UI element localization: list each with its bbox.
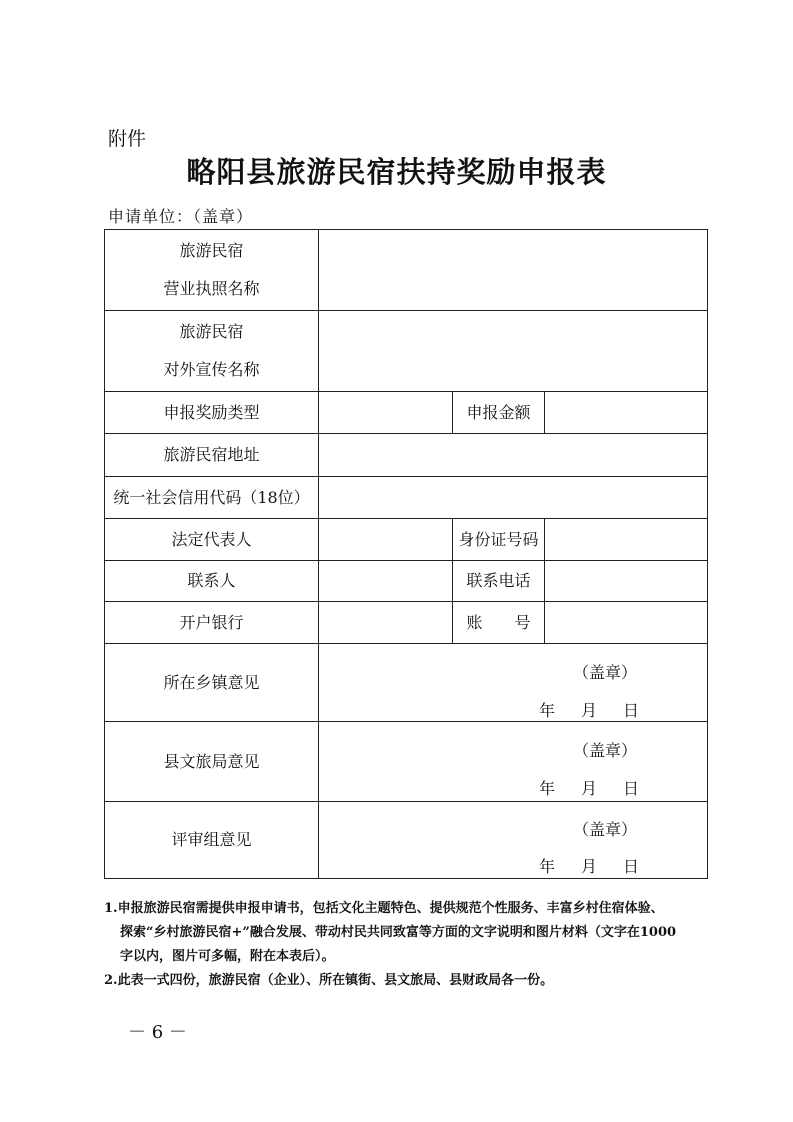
date-year: 年 (539, 779, 556, 798)
township-opinion-label: 所在乡镇意见 (105, 644, 319, 722)
contact-label: 联系人 (105, 561, 319, 602)
applicant-label: 申请单位：（盖章） (108, 207, 254, 226)
publicity-name-field[interactable] (319, 311, 707, 392)
stamp-label: （盖章） (573, 663, 638, 682)
note-1-line-3: 字以内，图片可多幅，附在本表后）。 (120, 949, 335, 964)
note-2: 2.此表一式四份，旅游民宿（企业）、所在镇街、县文旅局、县财政局各一份。 (104, 973, 554, 988)
note-1-line-1: 1.申报旅游民宿需提供申报申请书，包括文化主题特色、提供规范个性服务、丰富乡村住宿体验、 (104, 901, 664, 916)
stamp-label: （盖章） (573, 741, 638, 760)
account-label: 账 号 (453, 602, 545, 644)
id-number-label: 身份证号码 (453, 519, 545, 561)
reward-type-field[interactable] (319, 392, 453, 434)
date-year: 年 (539, 857, 556, 876)
business-license-name-field[interactable] (319, 230, 707, 311)
address-field[interactable] (319, 434, 707, 477)
amount-label: 申报金额 (453, 392, 545, 434)
application-form-table (104, 229, 708, 879)
credit-code-label: 统一社会信用代码（18位） (105, 477, 319, 519)
notes-section (104, 897, 724, 993)
phone-field[interactable] (545, 561, 707, 602)
amount-field[interactable] (545, 392, 707, 434)
legal-rep-label: 法定代表人 (105, 519, 319, 561)
date-day: 日 (623, 779, 640, 798)
credit-code-field[interactable] (319, 477, 707, 519)
publicity-name-label: 旅游民宿 对外宣传名称 (105, 311, 319, 392)
review-opinion-field[interactable] (319, 802, 707, 878)
tourism-bureau-opinion-field[interactable] (319, 722, 707, 802)
reward-type-label: 申报奖励类型 (105, 392, 319, 434)
form-title: 略阳县旅游民宿扶持奖励申报表 (186, 155, 607, 189)
business-license-name-label: 旅游民宿 营业执照名称 (105, 230, 319, 311)
bank-field[interactable] (319, 602, 453, 644)
note-1-line-2: 探索“乡村旅游民宿+”融合发展、带动村民共同致富等方面的文字说明和图片材料（文字在1000 (120, 925, 677, 940)
date-month: 月 (581, 857, 598, 876)
date-year: 年 (539, 701, 556, 720)
stamp-label: （盖章） (573, 820, 638, 839)
id-number-field[interactable] (545, 519, 707, 561)
bank-label: 开户银行 (105, 602, 319, 644)
date-month: 月 (581, 779, 598, 798)
page-number: － 6 － (128, 1022, 187, 1043)
date-day: 日 (623, 701, 640, 720)
tourism-bureau-opinion-label: 县文旅局意见 (105, 722, 319, 802)
date-day: 日 (623, 857, 640, 876)
phone-label: 联系电话 (453, 561, 545, 602)
contact-field[interactable] (319, 561, 453, 602)
account-field[interactable] (545, 602, 707, 644)
legal-rep-field[interactable] (319, 519, 453, 561)
township-opinion-field[interactable] (319, 644, 707, 722)
attachment-label: 附件 (108, 128, 147, 150)
date-month: 月 (581, 701, 598, 720)
review-opinion-label: 评审组意见 (105, 802, 319, 878)
address-label: 旅游民宿地址 (105, 434, 319, 477)
